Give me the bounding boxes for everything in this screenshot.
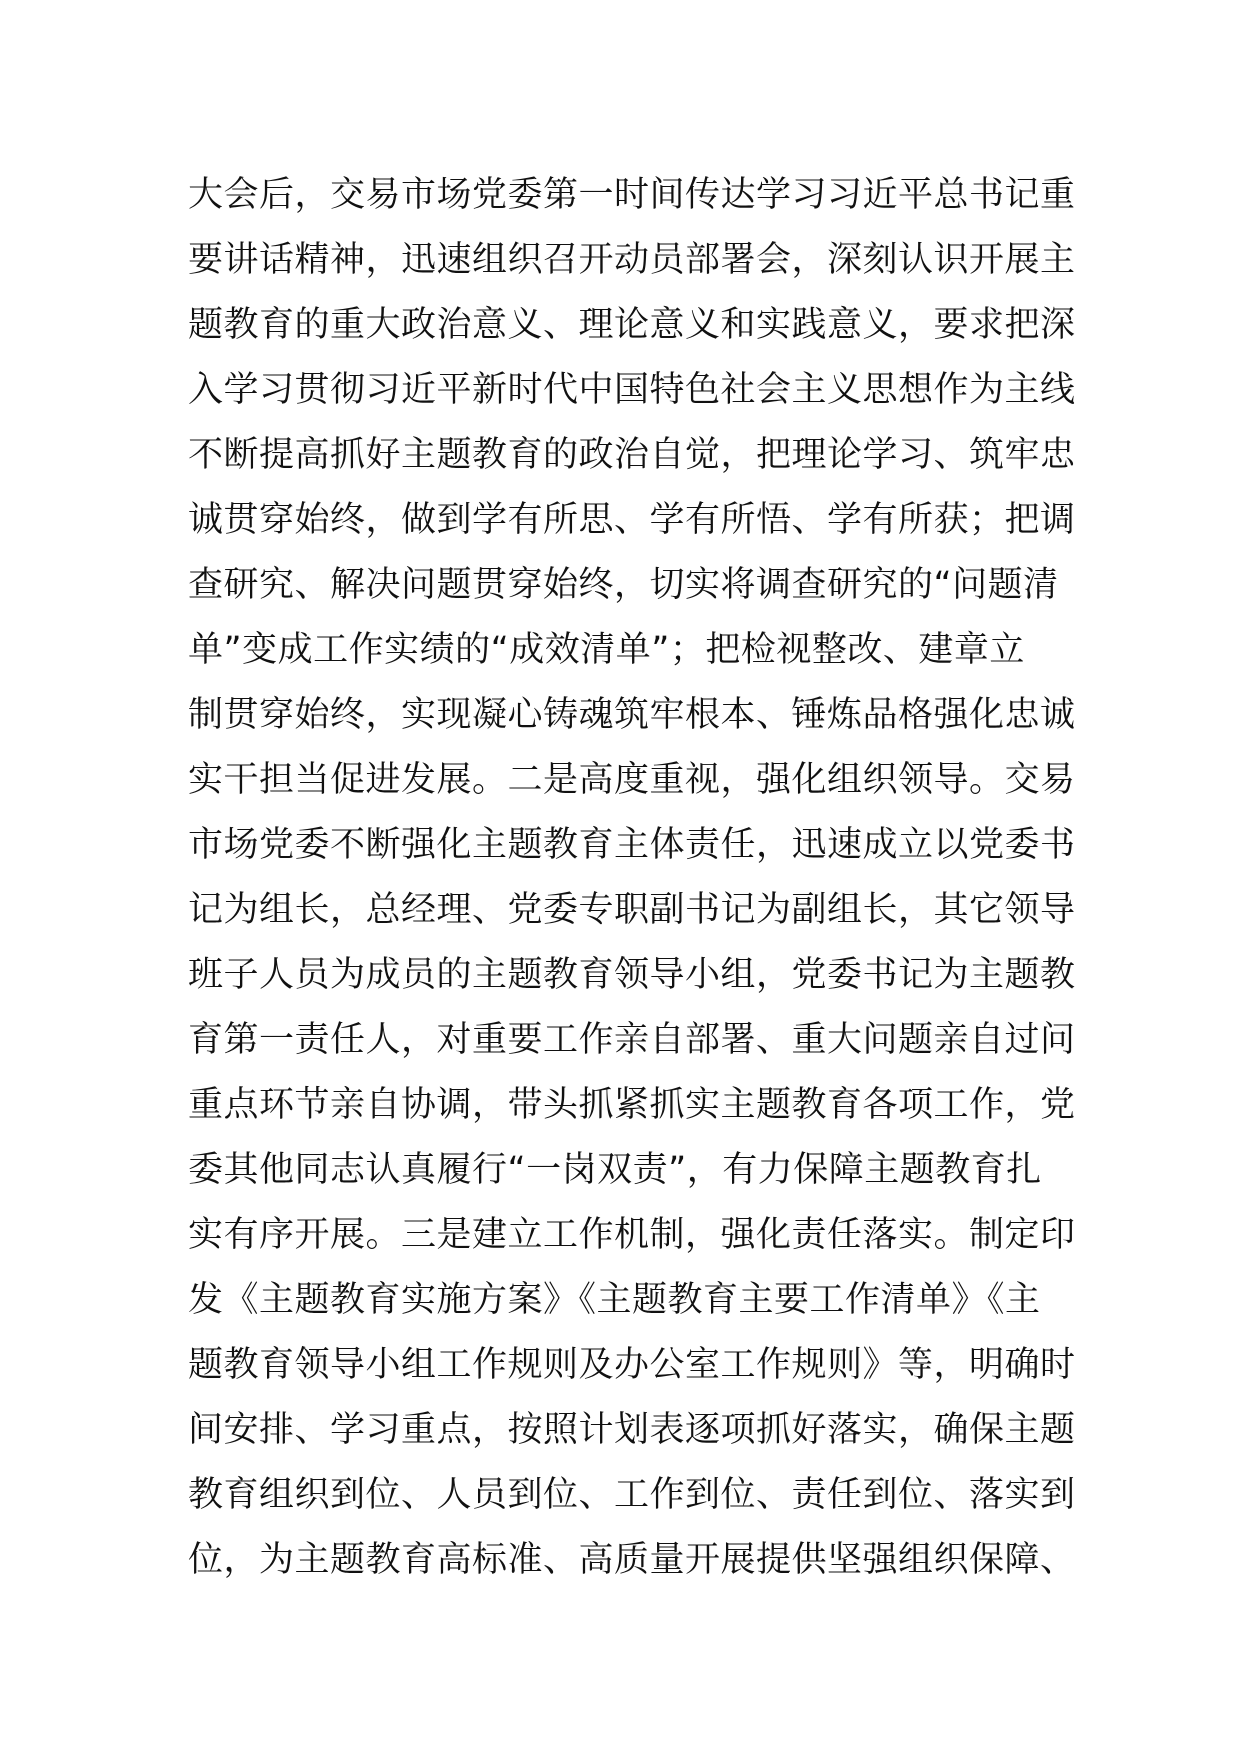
text-line-16: 委其他同志认真履行“一岗双责”，有力保障主题教育扎 xyxy=(188,1150,1042,1190)
text-line-8: 单”变成工作实绩的“成效清单”；把检视整改、建章立 xyxy=(188,630,1025,670)
text-line-21: 教育组织到位、人员到位、工作到位、责任到位、落实到 xyxy=(188,1475,1076,1515)
text-line-11: 市场党委不断强化主题教育主体责任，迅速成立以党委书 xyxy=(188,825,1076,865)
text-line-14: 育第一责任人，对重要工作亲自部署、重大问题亲自过问 xyxy=(188,1020,1076,1060)
text-line-4: 入学习贯彻习近平新时代中国特色社会主义思想作为主线 xyxy=(188,370,1076,410)
text-line-20: 间安排、学习重点，按照计划表逐项抓好落实，确保主题 xyxy=(188,1410,1076,1450)
text-line-19: 题教育领导小组工作规则及办公室工作规则》等，明确时 xyxy=(188,1345,1076,1385)
text-line-5: 不断提高抓好主题教育的政治自觉，把理论学习、筑牢忠 xyxy=(188,435,1076,475)
text-line-10: 实干担当促进发展。二是高度重视，强化组织领导。交易 xyxy=(188,760,1076,800)
text-line-17: 实有序开展。三是建立工作机制，强化责任落实。制定印 xyxy=(188,1215,1076,1255)
text-line-18: 发《主题教育实施方案》《主题教育主要工作清单》《主 xyxy=(188,1280,1041,1320)
text-line-15: 重点环节亲自协调，带头抓紧抓实主题教育各项工作，党 xyxy=(188,1085,1076,1125)
text-line-1: 大会后，交易市场党委第一时间传达学习习近平总书记重 xyxy=(188,175,1076,215)
text-line-9: 制贯穿始终，实现凝心铸魂筑牢根本、锤炼品格强化忠诚 xyxy=(188,695,1076,735)
text-line-3: 题教育的重大政治意义、理论意义和实践意义，要求把深 xyxy=(188,305,1076,345)
body-paragraph xyxy=(188,163,1076,1593)
text-line-13: 班子人员为成员的主题教育领导小组，党委书记为主题教 xyxy=(188,955,1076,995)
text-line-7: 查研究、解决问题贯穿始终，切实将调查研究的“问题清 xyxy=(188,565,1059,605)
text-line-22: 位，为主题教育高标准、高质量开展提供坚强组织保障、 xyxy=(188,1540,1076,1580)
text-line-12: 记为组长，总经理、党委专职副书记为副组长，其它领导 xyxy=(188,890,1076,930)
text-line-2: 要讲话精神，迅速组织召开动员部署会，深刻认识开展主 xyxy=(188,240,1076,280)
text-line-6: 诚贯穿始终，做到学有所思、学有所悟、学有所获；把调 xyxy=(188,500,1076,540)
